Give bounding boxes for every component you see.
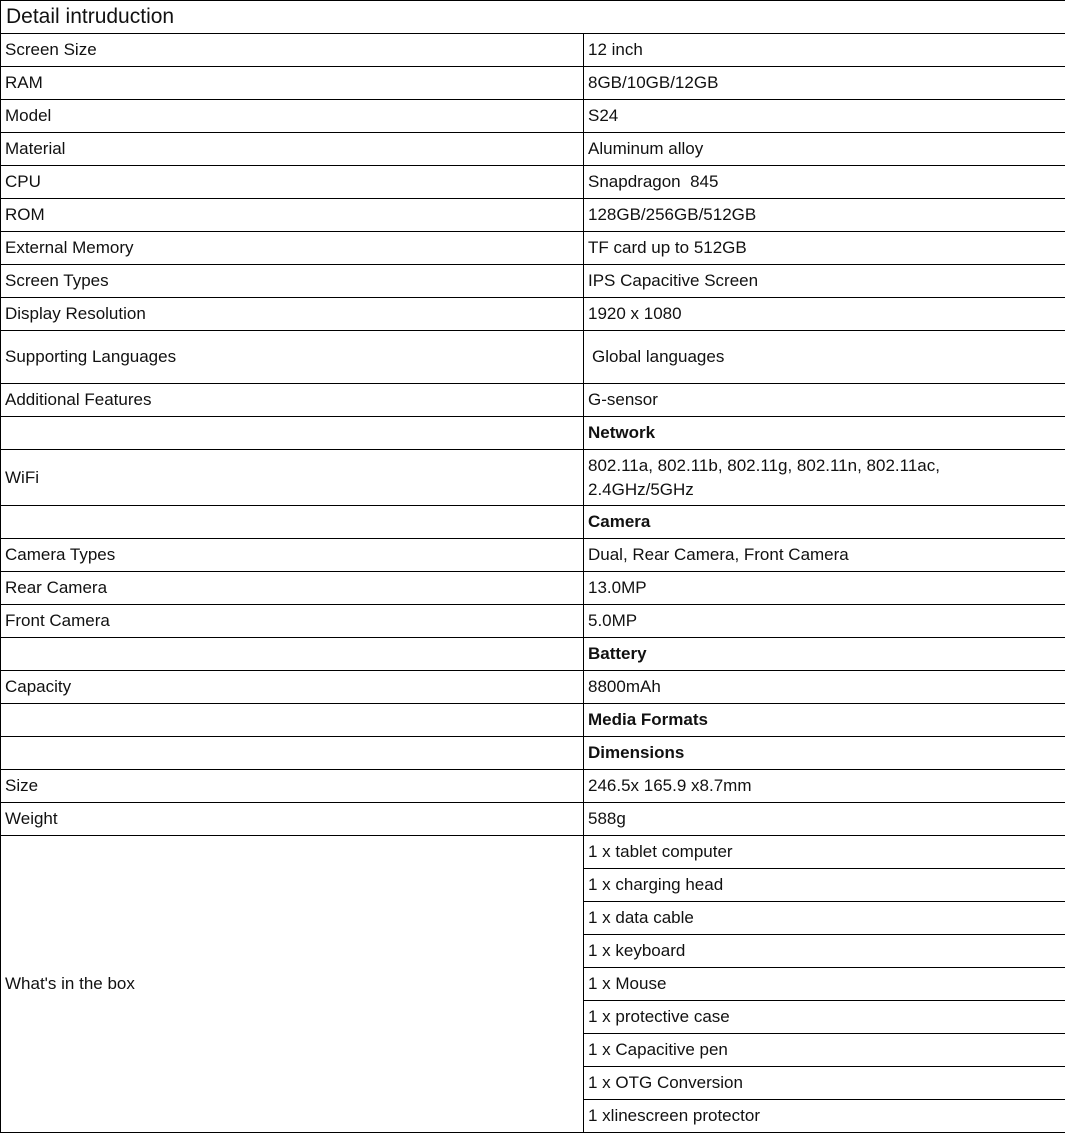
table-row: [1, 232, 1065, 265]
table-title: Detail intruduction: [1, 1, 1065, 34]
box-item: 1 x protective case: [584, 1001, 1065, 1034]
spec-value-wifi: [584, 450, 1065, 506]
table-row: [1, 133, 1065, 166]
section-row-camera: [1, 506, 1065, 539]
spec-label: Supporting Languages: [1, 331, 584, 384]
table-row: [1, 265, 1065, 298]
table-row: [1, 384, 1065, 417]
spec-label: ROM: [1, 199, 584, 232]
table-row: [1, 539, 1065, 572]
spec-label: Rear Camera: [1, 572, 584, 605]
table-row: [1, 67, 1065, 100]
box-item: 1 xlinescreen protector: [584, 1100, 1065, 1133]
table-row: [1, 605, 1065, 638]
spec-value: TF card up to 512GB: [584, 232, 1065, 265]
spec-value: 588g: [584, 803, 1065, 836]
spec-value: IPS Capacitive Screen: [584, 265, 1065, 298]
box-row: [1, 836, 1065, 869]
spec-value: 12 inch: [584, 34, 1065, 67]
spec-value: 8GB/10GB/12GB: [584, 67, 1065, 100]
title-row: [1, 1, 1065, 34]
spec-label: CPU: [1, 166, 584, 199]
table-row: [1, 770, 1065, 803]
table-row: [1, 450, 1065, 506]
wifi-bands: 2.4GHz/5GHz: [588, 479, 694, 499]
table-row: [1, 199, 1065, 232]
spec-label: Front Camera: [1, 605, 584, 638]
spec-value: 8800mAh: [584, 671, 1065, 704]
empty-cell: [1, 638, 584, 671]
empty-cell: [1, 737, 584, 770]
box-item: 1 x OTG Conversion: [584, 1067, 1065, 1100]
spec-value: 1920 x 1080: [584, 298, 1065, 331]
spec-label: Screen Types: [1, 265, 584, 298]
spec-label: Material: [1, 133, 584, 166]
table-row: [1, 803, 1065, 836]
empty-cell: [1, 704, 584, 737]
table-row: [1, 671, 1065, 704]
box-item: 1 x Mouse: [584, 968, 1065, 1001]
spec-value: Dual, Rear Camera, Front Camera: [584, 539, 1065, 572]
box-item: 1 x charging head: [584, 869, 1065, 902]
spec-value: 5.0MP: [584, 605, 1065, 638]
table-row: [1, 572, 1065, 605]
section-heading-battery: Battery: [584, 638, 1065, 671]
spec-value: S24: [584, 100, 1065, 133]
spec-label: External Memory: [1, 232, 584, 265]
spec-value: Aluminum alloy: [584, 133, 1065, 166]
spec-value: 246.5x 165.9 x8.7mm: [584, 770, 1065, 803]
section-row-network: [1, 417, 1065, 450]
section-row-media: [1, 704, 1065, 737]
table-row: [1, 298, 1065, 331]
spec-label: Capacity: [1, 671, 584, 704]
spec-label: WiFi: [1, 450, 584, 506]
box-item: 1 x tablet computer: [584, 836, 1065, 869]
section-heading-network: Network: [584, 417, 1065, 450]
table-row: [1, 331, 1065, 384]
spec-value: 13.0MP: [584, 572, 1065, 605]
table-row: [1, 34, 1065, 67]
spec-label: Weight: [1, 803, 584, 836]
section-row-dimensions: [1, 737, 1065, 770]
section-heading-dimensions: Dimensions: [584, 737, 1065, 770]
spec-value: Snapdragon 845: [584, 166, 1065, 199]
spec-label: Additional Features: [1, 384, 584, 417]
section-row-battery: [1, 638, 1065, 671]
box-item: 1 x data cable: [584, 902, 1065, 935]
spec-label: RAM: [1, 67, 584, 100]
box-item: 1 x Capacitive pen: [584, 1034, 1065, 1067]
spec-value: 128GB/256GB/512GB: [584, 199, 1065, 232]
section-heading-media: Media Formats: [584, 704, 1065, 737]
spec-label: Size: [1, 770, 584, 803]
box-label: What's in the box: [1, 836, 584, 1133]
box-item: 1 x keyboard: [584, 935, 1065, 968]
empty-cell: [1, 506, 584, 539]
wifi-standards: 802.11a, 802.11b, 802.11g, 802.11n, 802.11ac,: [588, 455, 940, 475]
table-row: [1, 166, 1065, 199]
spec-label: Screen Size: [1, 34, 584, 67]
spec-label: Display Resolution: [1, 298, 584, 331]
spec-value: G-sensor: [584, 384, 1065, 417]
spec-value: Global languages: [584, 331, 1065, 384]
spec-label: Camera Types: [1, 539, 584, 572]
spec-label: Model: [1, 100, 584, 133]
empty-cell: [1, 417, 584, 450]
table-row: [1, 100, 1065, 133]
section-heading-camera: Camera: [584, 506, 1065, 539]
